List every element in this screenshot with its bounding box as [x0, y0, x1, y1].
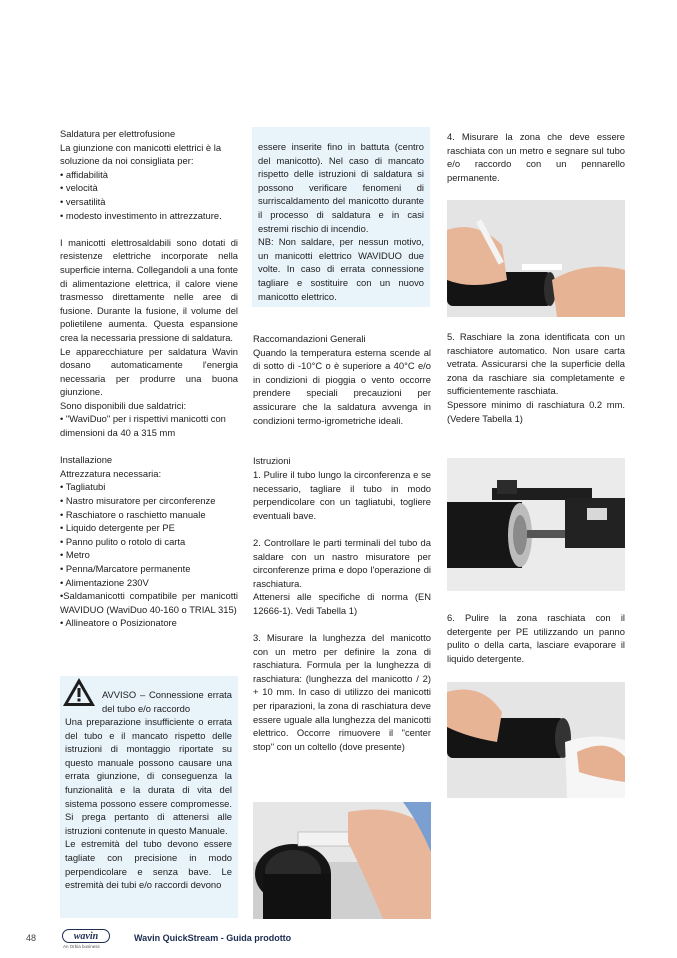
install-item: • Nastro misuratore per circonferenze [60, 495, 216, 507]
instruction-step-2: 2. Controllare le parti terminali del tubo da saldare con un nastro misuratore per circonferenze prima e dopo l'operazione di raschiatura. [253, 536, 431, 589]
section-heading-electrofusion: Saldatura per elettrofusione [60, 128, 176, 139]
paragraph-welders: Sono disponibili due saldatrici: [60, 399, 187, 411]
photo-measuring-coupler [253, 802, 431, 919]
install-item: • Allineatore o Posizionatore [60, 617, 177, 629]
installation-heading: Installazione [60, 454, 113, 466]
paragraph-equipment: Le apparecchiature per saldatura Wavin dosano automaticamente l'energia necessaria per produrre una buona giunzione. [60, 345, 238, 398]
bullet-item: • affidabilità [60, 168, 108, 180]
photo-marking-pipe [447, 200, 625, 317]
instruction-step-5-note: Spessore minimo di raschiatura 0.2 mm. (Vedere Tabella 1) [447, 398, 625, 424]
instruction-step-5: 5. Raschiare la zona identificata con un raschiatore automatico. Non usare carta vetrata. Assicurarsi che la superficie della zona da raschiare sia completamente e sufficientemente raschiata. [447, 331, 625, 397]
install-item: • Panno pulito o rotolo di carta [60, 535, 186, 547]
instructions-heading: Istruzioni [253, 455, 291, 467]
general-recommendations-heading: Raccomandazioni Generali [253, 333, 366, 344]
warning-icon [62, 676, 96, 708]
column-right-step5 [447, 330, 625, 425]
bullet-item: • versatilità [60, 195, 106, 207]
install-item: • Tagliatubi [60, 481, 106, 493]
bullet-item: • velocità [60, 182, 98, 194]
photo-scraping-pipe-graphic [447, 458, 625, 591]
column-right-step6 [447, 611, 625, 665]
logo-tagline: An Orbia business [63, 944, 100, 949]
warning-continued-paragraph: essere inserite fino in battuta (centro del manicotto). Nel caso di mancato rispetto delle istruzioni di saldatura si possono verificare fenomeni di surriscaldamento del manicotto durante il processo di saldatura e in casi estremi rischio di incendio. [258, 141, 424, 234]
wavin-logo-text: wavin [73, 930, 99, 942]
warning-body [65, 715, 232, 892]
install-item: •Saldamanicotti compatibile per manicotti WAVIDUO (WaviDuo 40-160 o TRIAL 315) [60, 590, 238, 615]
warning-body-text: Una preparazione insufficiente o errata del tubo e il mancato rispetto delle istruzioni di montaggio riportate su questo manuale possono causare una errata giunzione, di conseguenza la funzionalità e la durata di vita del sistema possono essere compromesse. Si prega pertanto di attenersi alle istruzioni contenute in questo Manuale. [65, 716, 232, 836]
instruction-step-2-note: Attenersi alle specifiche di norma (EN 12666-1). Vedi Tabella 1) [253, 591, 431, 616]
wavin-logo [62, 929, 110, 943]
paragraph-resistances: I manicotti elettrosaldabili sono dotati di resistenze elettriche incorporate nella superficie interna. Collegandoli a una fonte di alimentazione elettrica, il calore viene trasmesso direttamente nelle aree di fusione. Durante la fusione, il volume del polietilene aumenta. Questa espansione crea la necessaria pressione di saldatura. [60, 236, 238, 343]
instruction-step-6: 6. Pulire la zona raschiata con il detergente per PE utilizzando un panno pulito o della carta, lasciare evaporare il liquido detergente. [447, 612, 625, 664]
warning-body-text-2: Le estremità del tubo devono essere tagliate con precisione in modo perpendicolare e senza bave. Le estremità dei tubi e/o raccordi devono [65, 838, 232, 891]
install-item: • Liquido detergente per PE [60, 522, 175, 534]
column-middle [253, 332, 431, 753]
install-item: • Raschiatore o raschietto manuale [60, 508, 206, 520]
intro-line-2: soluzione da noi consigliata per: [60, 155, 194, 167]
intro-line-1: La giunzione con manicotti elettrici è la [60, 141, 222, 153]
photo-measuring-coupler-graphic [253, 802, 431, 919]
paragraph-waviduo: • "WaviDuo" per i rispettivi manicotti con dimensioni da 40 a 315 mm [60, 413, 226, 439]
instruction-step-1: 1. Pulire il tubo lungo la circonferenza e se necessario, tagliare il tubo in modo perpendicolare con un tagliatubi, togliere eventuali bave. [253, 468, 431, 521]
photo-cleaning-pipe [447, 682, 625, 798]
instruction-step-3: 3. Misurare la lunghezza del manicotto con un metro per definire la zona di raschiatura. Formula per la lunghezza di raschiatura: (lunghezza del manicotto / 2) + 10 mm. In caso di utilizzo dei manicotti per riparazioni, la zona di raschiatura deve essere uguale alla lunghezza del manicotti elettrico. Occorre rimuovere il "center stop" con un coltello (dove presente) [253, 632, 431, 752]
photo-marking-pipe-graphic [447, 200, 625, 317]
footer-title: Wavin QuickStream - Guida prodotto [134, 933, 292, 943]
instruction-step-4: 4. Misurare la zona che deve essere raschiata con un metro e segnare sul tubo e/o raccordo con un pennarello permanente. [447, 131, 625, 183]
column-left [60, 127, 238, 630]
photo-cleaning-pipe-graphic [447, 682, 625, 798]
warning-note-paragraph: NB: Non saldare, per nessun motivo, un manicotti elettrico WAVIDUO due volte. In caso di errata connessione tagliare e sostituire con un nuovo manicotto elettrico. [258, 236, 424, 302]
page-number: 48 [26, 933, 37, 943]
warning-title: AVVISO – Connessione errata del tubo e/o raccordo [102, 689, 232, 714]
column-right-step4 [447, 130, 625, 184]
warning-continued-text [258, 140, 424, 303]
install-item: • Penna/Marcatore permanente [60, 563, 191, 574]
photo-scraping-pipe [447, 458, 625, 591]
bullet-item: • modesto investimento in attrezzature. [60, 209, 222, 221]
installation-subheading: Attrezzatura necessaria: [60, 467, 162, 479]
install-item: • Alimentazione 230V [60, 576, 149, 588]
install-item: • Metro [60, 549, 90, 561]
general-recommendations-text: Quando la temperatura esterna scende al di sotto di -10°C o è superiore a 40°C e/o in condizioni di pioggia o vento occorre prendere speciali precauzioni per assicurare che la saldatura avvenga in condizioni termo-igrometriche ideali. [253, 346, 431, 426]
